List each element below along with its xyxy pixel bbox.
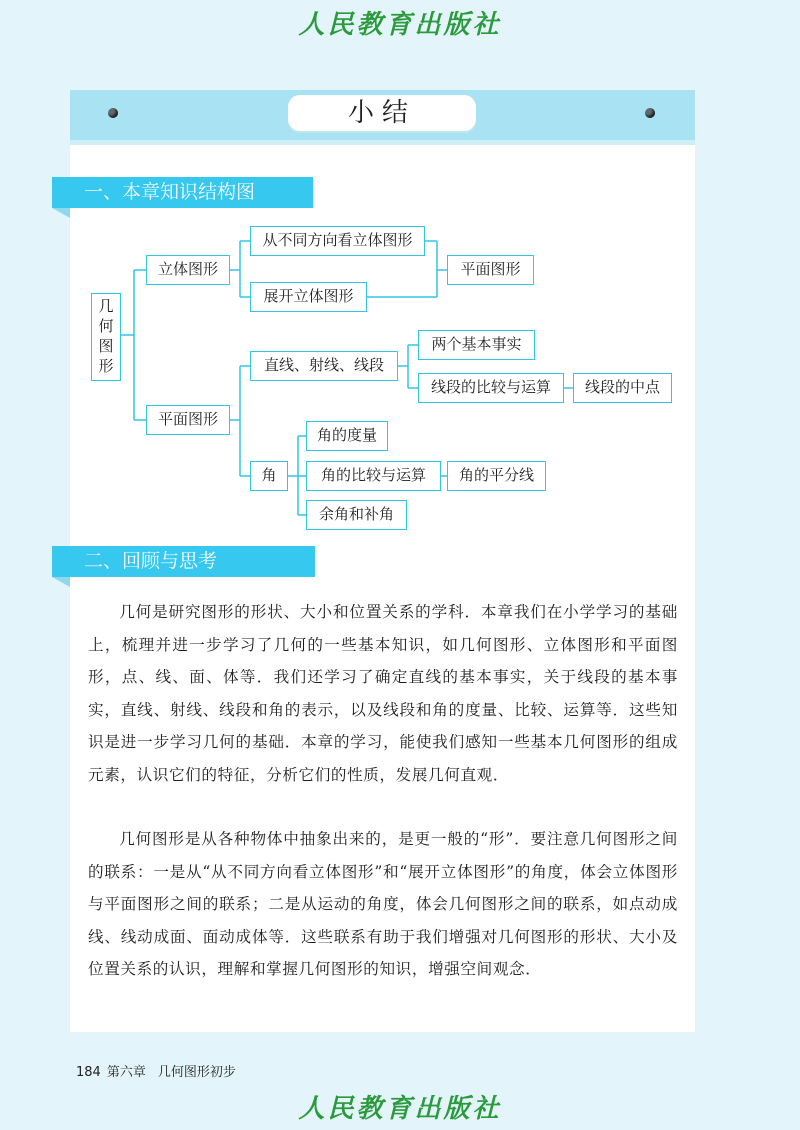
root-label-char: 几 [98, 297, 114, 315]
node-unfold-solid: 展开立体图形 [250, 282, 367, 312]
node-angle-bisector: 角的平分线 [447, 461, 546, 491]
root-label-char: 何 [98, 317, 114, 335]
node-geometric-figures [91, 293, 121, 381]
chapter-title: 几何图形初步 [157, 1065, 236, 1080]
node-two-basic-facts: 两个基本事实 [418, 330, 535, 360]
publisher-logo-top: 人民教育出版社 [298, 10, 502, 40]
page-title: 小结 [288, 95, 476, 131]
node-lines-rays-segments: 直线、射线、线段 [250, 351, 398, 381]
node-segment-compare: 线段的比较与运算 [418, 373, 564, 403]
chapter-label: 第六章 [106, 1065, 146, 1080]
node-angle: 角 [250, 461, 288, 491]
node-plane-figures-result: 平面图形 [447, 255, 534, 285]
page-number: 184 [76, 1065, 101, 1080]
root-label-char: 形 [98, 357, 114, 375]
review-paragraph: 几何图形是从各种物体中抽象出来的，是更一般的“形”．要注意几何图形之间的联系：一是从“从不同方向看立体图形”和“展开立体图形”的角度，体会立体图形与平面图形之间的联系；二是从运动的角度，体会几何图形之间的联系，如点动成线、线动成面、面动成体等．这些联系有助于我们增强对几何图形的形状、大小及位置关系的认识，理解和掌握几何图形的知识，增强空间观念． [88, 830, 678, 979]
node-angle-compare: 角的比较与运算 [306, 461, 441, 491]
node-solid-figures: 立体图形 [146, 255, 230, 285]
review-paragraph: 几何是研究图形的形状、大小和位置关系的学科．本章我们在小学学习的基础上，梳理并进一步学习了几何的一些基本知识，如几何图形、立体图形和平面图形，点、线、面、体等．我们还学习了确定直线的基本事实，关于线段的基本事实，直线、射线、线段和角的表示，以及线段和角的度量、比较、运算等．这些知识是进一步学习几何的基础．本章的学习，能使我们感知一些基本几何图形的组成元素，认识它们的特征，分析它们的性质，发展几何直观． [88, 603, 678, 784]
section-header-review: 二、回顾与思考 [52, 546, 315, 577]
publisher-logo-bottom: 人民教育出版社 [298, 1094, 502, 1124]
node-angle-measure: 角的度量 [306, 421, 388, 451]
page-footer [76, 1061, 236, 1080]
section-header-structure: 一、本章知识结构图 [52, 177, 313, 208]
node-segment-midpoint: 线段的中点 [573, 373, 672, 403]
node-geometric-figures-label [92, 296, 120, 376]
root-label-char: 图 [98, 337, 114, 355]
node-complementary-supplementary: 余角和补角 [306, 500, 407, 530]
section-header-fold [52, 577, 70, 587]
node-plane-figures: 平面图形 [146, 405, 230, 435]
node-views-from-directions: 从不同方向看立体图形 [250, 226, 425, 256]
